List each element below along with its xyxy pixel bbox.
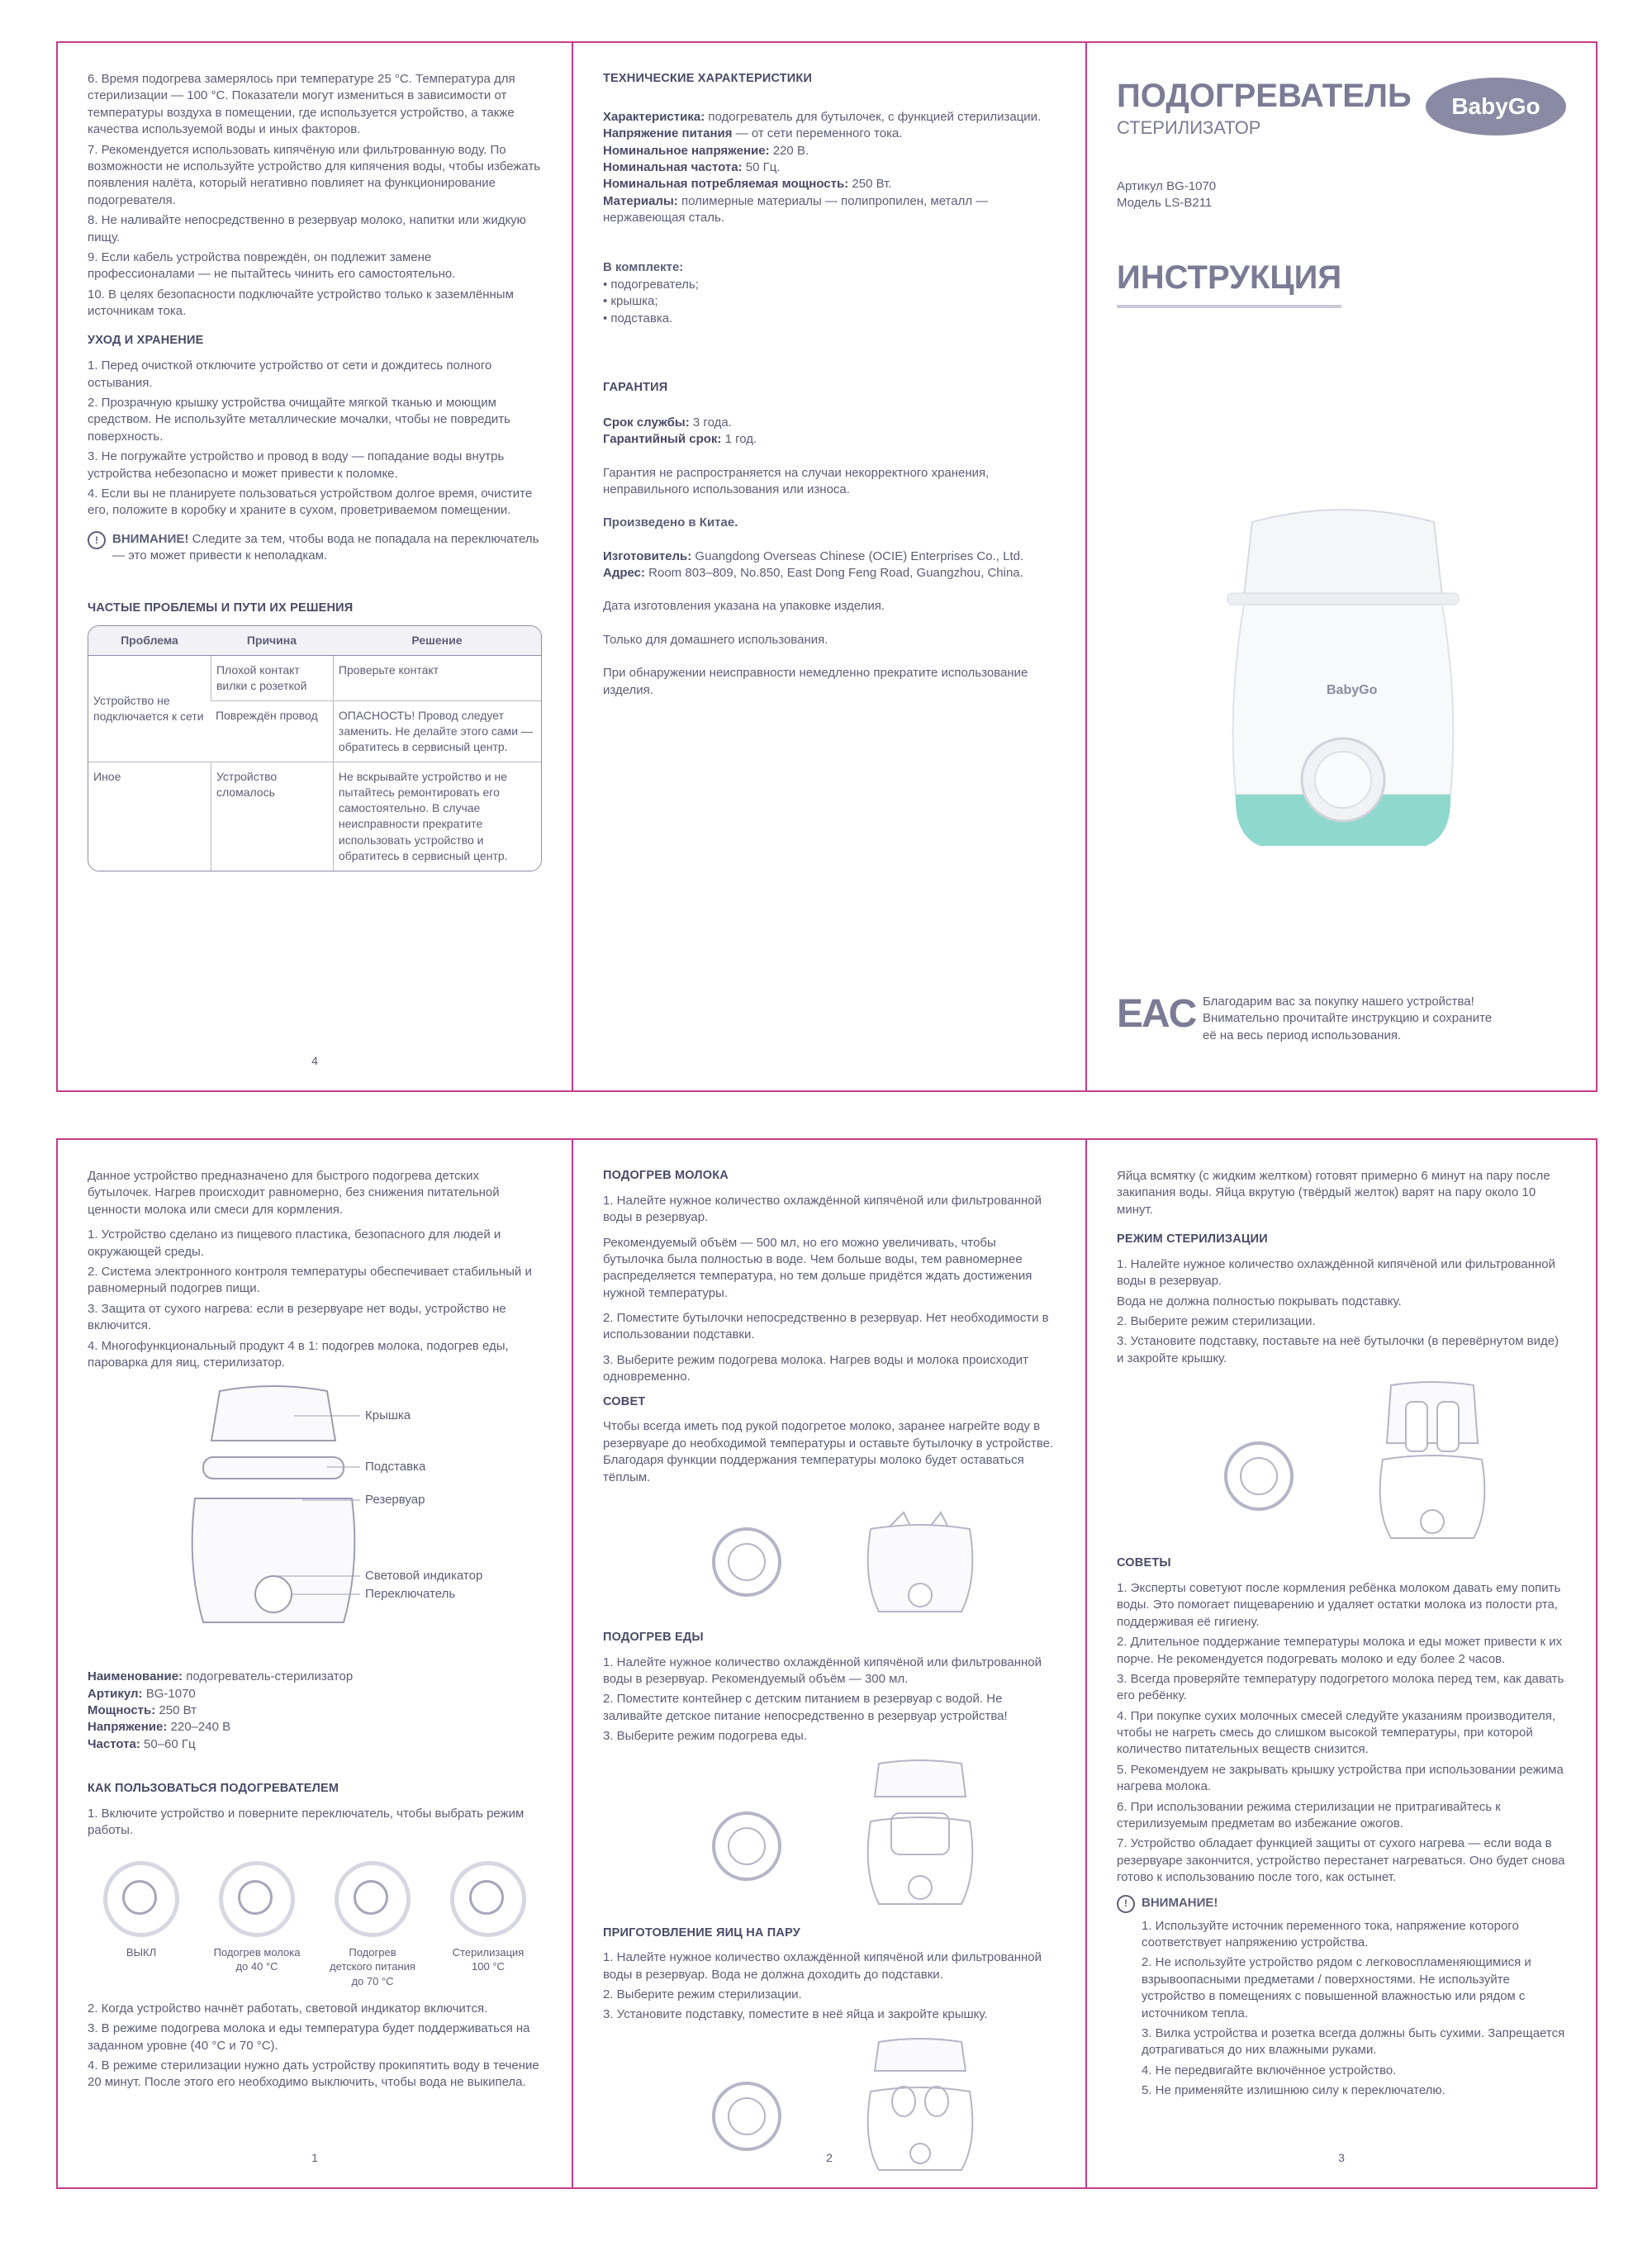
spec-row: Наименование: подогреватель-стерилизатор (88, 1669, 354, 1684)
instruction-title: ИНСТРУКЦИЯ (1117, 255, 1341, 308)
warranty-term: Гарантийный срок: 1 год. (603, 432, 757, 447)
list-item: 4. Если вы не планируете пользоваться устройством долгое время, очистите его, положите в коробку и храните в сухом, проветриваемом помещении. (88, 486, 533, 518)
sterilization-heading: РЕЖИМ СТЕРИЛИЗАЦИИ (1117, 1232, 1268, 1246)
list-item: 6. Время подогрева замерялось при температуре 25 °C. Температура для стерилизации — 100 °C. Показатели могут измениться в зависимости от температуры воздуха в помещении, где используется устройство, а также качества используемой воды и иных факторов. (88, 72, 515, 137)
tip-heading: СОВЕТ (603, 1394, 646, 1408)
page-4 (58, 43, 572, 1090)
tips-heading: СОВЕТЫ (1117, 1556, 1171, 1570)
list-item: 4. При покупке сухих молочных смесей следуйте указаниям производителя, чтобы не нагреть смесь до слишком высокой температуры, при которой количество питательных веществ снизится. (1117, 1708, 1556, 1757)
callout-indicator: Световой индикатор (365, 1569, 483, 1584)
address: Адрес: Room 803–809, No.850, East Dong Feng Road, Guangzhou, China. (603, 566, 1023, 581)
product-subtitle: СТЕРИЛИЗАТОР (1117, 117, 1261, 138)
table-row (88, 656, 541, 701)
warning-heading-row (1117, 1895, 1566, 1913)
list-item: 4. В режиме стерилизации нужно дать устройству прокипятить воду в течение 20 минут. После этого его необходимо выключить, чтобы вода не выкипела. (88, 2058, 539, 2090)
mode-milk: Подогрев молока до 40 °C (211, 1861, 302, 1989)
list-item: 1. Налейте нужное количество охлаждённой кипячёной или фильтрованной воды в резервуар. Рекомендуемый объём — 300 мл. (603, 1655, 1042, 1687)
milk-illustration (656, 1496, 1003, 1620)
list-item: 3. Установите подставку, поставьте на неё бутылочки (в перевёрнутом виде) и закройте крышку. (1117, 1334, 1559, 1365)
sterilization-illustration (1168, 1377, 1515, 1542)
list-item: 2. Система электронного контроля температуры обеспечивает стабильный и равномерный подогрев пищи. (88, 1264, 532, 1296)
eggs-heading: ПРИГОТОВЛЕНИЕ ЯИЦ НА ПАРУ (603, 1925, 800, 1940)
list-item: 7. Устройство обладает функцией защиты от сухого нагрева — если вода в резервуаре закончится, устройство перестанет нагреваться. Оно будет снова готово к использованию после того, как остынет. (1117, 1836, 1565, 1885)
list-item: 1. Устройство сделано из пищевого пластика, безопасного для людей и окружающей среды. (88, 1227, 501, 1259)
list-item: 3. В режиме подогрева молока и еды температура будет поддерживаться на заданном уровне (40 °C и 70 °C). (88, 2021, 530, 2053)
page-3 (1085, 1140, 1596, 2187)
tip-text: Чтобы всегда иметь под рукой подогретое молоко, заранее нагрейте воду в резервуаре до необходимой температуры и оставьте бутылочку в устройстве. Благодаря функции поддержания температуры молоко будет оставаться тёплым. (603, 1419, 1054, 1484)
list-item: 1. Используйте источник переменного тока, напряжение которого соответствует напряжению устройства. (1142, 1918, 1519, 1949)
list-item: • подставка. (603, 311, 673, 325)
food-heading: ПОДОГРЕВ ЕДЫ (603, 1630, 704, 1644)
use-heading: КАК ПОЛЬЗОВАТЬСЯ ПОДОГРЕВАТЕЛЕМ (88, 1782, 339, 1796)
warning-heading: ВНИМАНИЕ! (1142, 1895, 1218, 1910)
table-header: Причина (211, 626, 333, 656)
cover-page (1085, 43, 1596, 1090)
spec-row: Частота: 50–60 Гц (88, 1736, 196, 1751)
list-item: 10. В целях безопасности подключайте устройство только к заземлённым источникам тока. (88, 287, 514, 319)
spec-row: Номинальная частота: 50 Гц. (603, 159, 781, 174)
exclamation-icon: ! (1117, 1895, 1135, 1913)
page-specs (572, 43, 1085, 1090)
kit-heading: В комплекте: (603, 260, 684, 275)
spec-row: Артикул: BG-1070 (88, 1686, 196, 1701)
list-item: 2. Не используйте устройство рядом с легковоспламеняющимися и взрывоопасными предметами / поверхностями. Не используйте устройство в помещениях с повышенной влажностью или рядом с источником тепла. (1142, 1955, 1531, 2020)
food-illustration (656, 1755, 1003, 1912)
service-life: Срок службы: 3 года. (603, 415, 732, 430)
parts-diagram (88, 1375, 542, 1655)
spec-row: Номинальная потребляемая мощность: 250 Вт. (603, 177, 892, 192)
list-item: 3. Выберите режим подогрева еды. (603, 1729, 807, 1744)
callout-switch: Переключатель (365, 1587, 456, 1602)
table-header: Проблема (88, 626, 211, 656)
list-item: 2. Поместите бутылочки непосредственно в резервуар. Нет необходимости в использовании подставки. (603, 1311, 1049, 1342)
list-item: 9. Если кабель устройства повреждён, он подлежит замене профессионалами — не пытайтесь чинить его самостоятельно. (88, 249, 456, 282)
warning-label: ВНИМАНИЕ! (112, 531, 189, 546)
exclamation-icon: ! (88, 531, 106, 549)
page-2 (572, 1140, 1085, 2187)
list-item: 4. Не передвигайте включённое устройство. (1142, 2063, 1397, 2077)
list-item: 4. Многофункциональный продукт 4 в 1: подогрев молока, подогрев еды, пароварка для яиц, стерилизатор. (88, 1338, 509, 1370)
list-item: 3. Всегда проверяйте температуру подогретого молока перед тем, как давать его ребёнку. (1117, 1671, 1564, 1703)
page-number: 4 (311, 1053, 318, 1067)
manufacturer: Изготовитель: Guangdong Overseas Chinese (OCIE) Enterprises Co., Ltd. (603, 548, 1024, 563)
specs-list (603, 109, 1056, 227)
table-cell: Устройство не подключается к сети (88, 656, 211, 762)
list-item: 1. Перед очисткой отключите устройство от сети и дождитесь полного остывания. (88, 359, 492, 390)
specs-heading: ТЕХНИЧЕСКИЕ ХАРАКТЕРИСТИКИ (603, 72, 813, 85)
intro: Данное устройство предназначено для быстрого подогрева детских бутылочек. Нагрев происходит равномерно, без снижения питательной ценности молока или смеси для кормления. (88, 1169, 500, 1217)
list-item: 2. Длительное поддержание температуры молока и еды может привести к их порче. Не рекомендуется подогревать молоко и еду более 2 часов. (1117, 1635, 1563, 1666)
dial-icon (219, 1861, 295, 1937)
mode-food: Подогрев детского питания до 70 °C (327, 1861, 418, 1989)
list-item: • подогреватель; (603, 277, 699, 292)
spec-row: Напряжение питания — от сети переменного тока. (603, 126, 903, 141)
page-number: 2 (826, 2150, 833, 2164)
page-number: 1 (311, 2150, 318, 2164)
list-item: 7. Рекомендуется использовать кипячёную или фильтрованную воду. По возможности не используйте устройство для кипячения воды, чтобы избежать появления налёта, который негативно повлияет на функционирование подогревателя. (88, 142, 541, 207)
list-item: 3. Выберите режим подогрева молока. Нагрев воды и молока происходит одновременно. (603, 1352, 1028, 1384)
list-item: 1. Включите устройство и поверните переключатель, чтобы выбрать режим работы. (88, 1806, 525, 1838)
spec-row: Напряжение: 220–240 В (88, 1720, 231, 1735)
list-item: 6. При использовании режима стерилизации не притрагивайтесь к стерилизуемым предметам во избежание ожогов. (1117, 1799, 1501, 1831)
table-cell: Не вскрывайте устройство и не пытайтесь ремонтировать его самостоятельно. В случае неисправности прекратите использовать устройство и обратитесь в сервисный центр. (333, 762, 541, 870)
sterilization-note: Вода не должна полностью покрывать подставку. (1117, 1294, 1402, 1308)
sheet-bottom (56, 1138, 1597, 2189)
spec-row: Номинальное напряжение: 220 В. (603, 143, 809, 158)
list-item: 1. Налейте нужное количество охлаждённой кипячёной или фильтрованной воды в резервуар. (1117, 1256, 1556, 1289)
table-cell: Иное (93, 770, 121, 784)
faq-table (88, 625, 542, 871)
page-1 (58, 1140, 572, 2187)
list-item: 8. Не наливайте непосредственно в резервуар молоко, напитки или жидкую пищу. (88, 213, 526, 245)
dial-icon (450, 1861, 526, 1937)
kit-block (603, 259, 1056, 327)
page-number: 3 (1338, 2150, 1345, 2164)
list-item: • крышка; (603, 294, 658, 309)
list-item: 3. Установите подставку, поместите в неё яйца и закройте крышку. (603, 2007, 988, 2022)
mode-off: ВЫКЛ (96, 1861, 187, 1989)
warranty-note: Гарантия не распространяется на случаи некорректного хранения, неправильного использования или износа. (603, 465, 990, 496)
date-note: Дата изготовления указана на упаковке изделия. (603, 599, 885, 614)
made-in: Произведено в Китае. (603, 515, 738, 530)
faq-heading: ЧАСТЫЕ ПРОБЛЕМЫ И ПУТИ ИХ РЕШЕНИЯ (88, 601, 354, 615)
milk-note: Рекомендуемый объём — 500 мл, но его можно увеличивать, чтобы бутылочка была полностью в воде. Чем больше воды, тем равномернее распределяется температура, но тем дольше придётся ждать достижения нужной температуры. (603, 1235, 1032, 1300)
eggs-note: Яйца всмятку (с жидким желтком) готовят примерно 6 минут на пару после закипания воды. Яйца вкрутую (твёрдый желток) варят на пару около 10 минут. (1117, 1169, 1550, 1217)
list-item: 2. Выберите режим стерилизации. (603, 1987, 802, 2002)
warning-text: Следите за тем, чтобы вода не попадала на переключатель — это может привести к неполадкам. (112, 531, 539, 563)
table-header: Решение (333, 626, 541, 656)
list-item: 5. Не применяйте излишнюю силу к переключателю. (1142, 2083, 1446, 2098)
warranty-heading: ГАРАНТИЯ (603, 381, 668, 395)
thanks-block: Благодарим вас за покупку нашего устройства! Внимательно прочитайте инструкцию и сохраните её на весь период использования. (1203, 994, 1493, 1042)
product-title: ПОДОГРЕВАТЕЛЬ (1117, 78, 1412, 114)
list-item: 5. Рекомендуем не закрывать крышку устройства при использовании режима нагрева молока. (1117, 1762, 1564, 1794)
list-item: 1. Эксперты советуют после кормления ребёнка молоком давать ему попить воды. Это помогает пищеварению и удаляет остатки молока из полости рта, поддерживая её гигиену. (1117, 1580, 1561, 1629)
mode-sterilize: Стерилизация 100 °C (443, 1861, 534, 1989)
list-item: 2. Поместите контейнер с детским питанием в резервуар с водой. Не заливайте детское питание непосредственно в резервуар устройства! (603, 1692, 1008, 1723)
list-item: 2. Прозрачную крышку устройства очищайте мягкой тканью и моющим средством. Не используйте металлические мочалки, чтобы не повредить поверхность. (88, 395, 510, 444)
product-label: BabyGo (1327, 683, 1378, 697)
dial-icon (103, 1861, 179, 1937)
brand-logo: BabyGo (1426, 78, 1566, 135)
dial-icon (335, 1861, 411, 1937)
list-item: 2. Когда устройство начнёт работать, световой индикатор включится. (88, 2001, 488, 2016)
product-specs (88, 1669, 542, 1753)
list-item: 3. Не погружайте устройство и провод в воду — попадание воды внутрь устройства небезопасно и может привести к поломке. (88, 449, 505, 481)
table-cell: Повреждён провод (211, 701, 333, 762)
list-item: 1. Налейте нужное количество охлаждённой кипячёной или фильтрованной воды в резервуар. (603, 1193, 1042, 1225)
article: Артикул BG-1070 (1117, 178, 1217, 193)
model: Модель LS-B211 (1117, 196, 1213, 211)
home-note: Только для домашнего использования. (603, 632, 828, 647)
table-row (88, 762, 541, 870)
fault-note: При обнаружении неисправности немедленно прекратите использование изделия. (603, 666, 1028, 697)
sheet-top (56, 41, 1597, 1092)
callout-stand: Подставка (365, 1460, 426, 1474)
product-image (1194, 489, 1492, 869)
spec-row: Материалы: полимерные материалы — полипропилен, металл — нержавеющая сталь. (603, 193, 989, 226)
mode-dials (96, 1861, 534, 1989)
spec-row: Мощность: 250 Вт (88, 1703, 197, 1718)
care-heading: УХОД И ХРАНЕНИЕ (88, 334, 204, 348)
milk-heading: ПОДОГРЕВ МОЛОКА (603, 1169, 729, 1182)
table-cell: Проверьте контакт (333, 656, 541, 701)
callout-lid: Крышка (365, 1408, 411, 1423)
table-cell: ОПАСНОСТЬ! Провод следует заменить. Не делайте этого сами — обратитесь в сервисный центр. (333, 701, 541, 762)
table-cell: Устройство сломалось (211, 762, 333, 870)
callout-reservoir: Резервуар (365, 1493, 425, 1508)
list-item: 1. Налейте нужное количество охлаждённой кипячёной или фильтрованной воды в резервуар. Вода не должна доходить до подставки. (603, 1950, 1042, 1982)
warning-note (88, 531, 542, 565)
spec-row: Характеристика: подогреватель для бутылочек, с функцией стерилизации. (603, 109, 1042, 124)
eac-mark: EAC (1117, 991, 1196, 1036)
list-item: 3. Вилка устройства и розетка всегда должны быть сухими. Запрещается дотрагиваться до них влажными руками. (1142, 2025, 1565, 2058)
table-cell: Плохой контакт вилки с розеткой (211, 656, 333, 701)
list-item: 3. Защита от сухого нагрева: если в резервуаре нет воды, устройство не включится. (88, 1301, 506, 1333)
list-item: 2. Выберите режим стерилизации. (1117, 1314, 1316, 1329)
